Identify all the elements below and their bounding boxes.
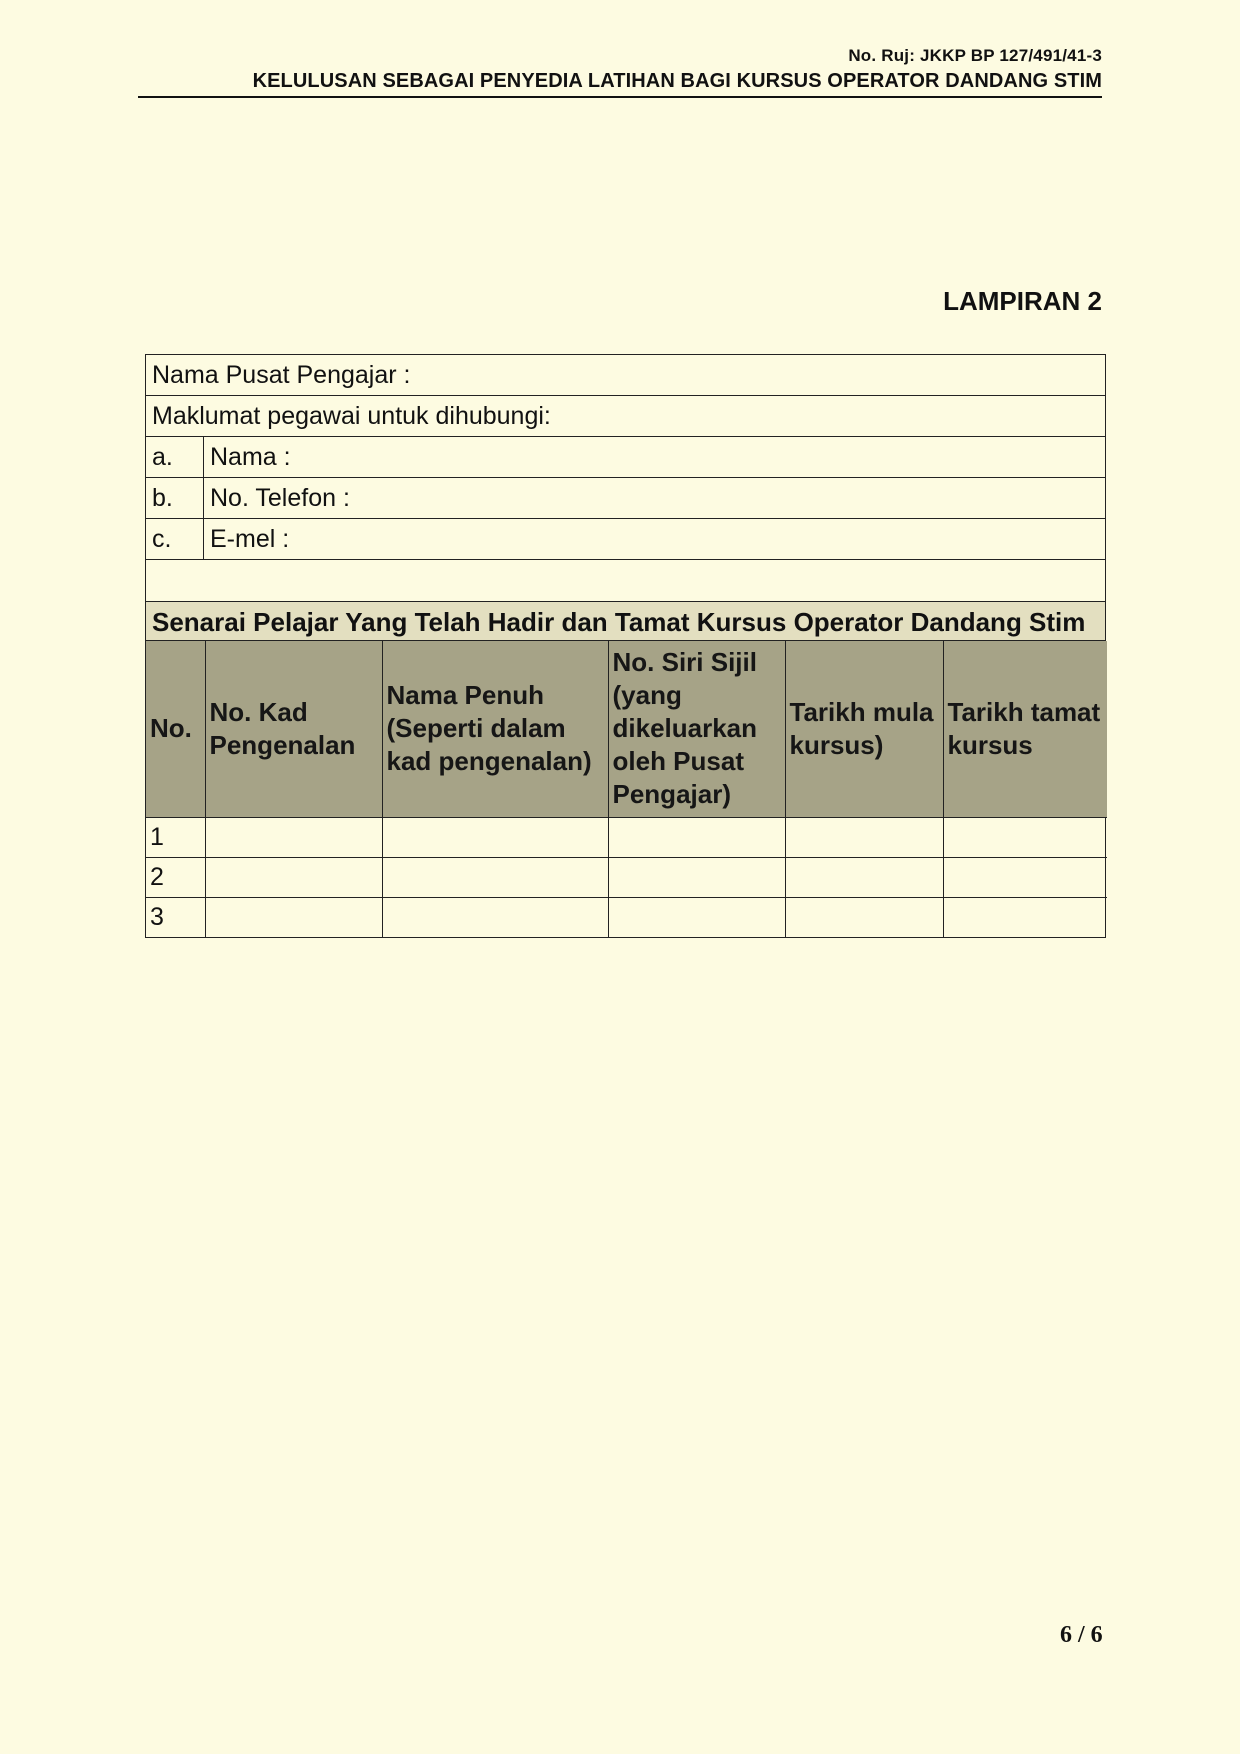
full-name-cell[interactable]	[382, 897, 608, 937]
column-header-end-date: Tarikh tamat kursus	[943, 641, 1107, 817]
officer-info-row	[146, 396, 1105, 437]
student-table	[146, 641, 1107, 937]
student-list	[145, 601, 1106, 938]
table-row	[146, 817, 1107, 857]
certificate-serial-cell[interactable]	[608, 857, 785, 897]
contact-name-row[interactable]	[146, 437, 1105, 478]
row-number: 1	[146, 817, 205, 857]
blank-row	[146, 560, 1105, 601]
table-row	[146, 897, 1107, 937]
table-header-row	[146, 641, 1107, 817]
column-header-start-date: Tarikh mula kursus)	[785, 641, 943, 817]
column-header-no: No.	[146, 641, 205, 817]
column-header-ic-number: No. Kad Pengenalan	[205, 641, 382, 817]
document-title: KELULUSAN SEBAGAI PENYEDIA LATIHAN BAGI KURSUS OPERATOR DANDANG STIM	[138, 70, 1102, 98]
field-letter: c.	[146, 519, 204, 559]
end-date-cell[interactable]	[943, 897, 1107, 937]
ic-number-cell[interactable]	[205, 817, 382, 857]
row-number: 3	[146, 897, 205, 937]
full-name-cell[interactable]	[382, 857, 608, 897]
start-date-cell[interactable]	[785, 897, 943, 937]
end-date-cell[interactable]	[943, 817, 1107, 857]
column-header-certificate-serial: No. Siri Sijil (yang dikeluarkan oleh Pusat Pengajar)	[608, 641, 785, 817]
page-number: 6 / 6	[1060, 1622, 1103, 1648]
contact-email-label: E-mel :	[210, 524, 290, 553]
contact-form	[145, 354, 1106, 602]
table-row	[146, 857, 1107, 897]
contact-phone-row[interactable]	[146, 478, 1105, 519]
row-number: 2	[146, 857, 205, 897]
field-letter: b.	[146, 478, 204, 518]
end-date-cell[interactable]	[943, 857, 1107, 897]
start-date-cell[interactable]	[785, 817, 943, 857]
field-letter: a.	[146, 437, 204, 477]
reference-number: No. Ruj: JKKP BP 127/491/41-3	[848, 46, 1102, 65]
student-list-caption: Senarai Pelajar Yang Telah Hadir dan Tamat Kursus Operator Dandang Stim	[146, 602, 1105, 641]
contact-email-row[interactable]	[146, 519, 1105, 560]
centre-name-label: Nama Pusat Pengajar :	[152, 360, 411, 389]
column-header-full-name: Nama Penuh (Seperti dalam kad pengenalan)	[382, 641, 608, 817]
officer-info-label: Maklumat pegawai untuk dihubungi:	[152, 401, 551, 430]
ic-number-cell[interactable]	[205, 897, 382, 937]
certificate-serial-cell[interactable]	[608, 817, 785, 857]
appendix-label: LAMPIRAN 2	[943, 286, 1102, 316]
ic-number-cell[interactable]	[205, 857, 382, 897]
certificate-serial-cell[interactable]	[608, 897, 785, 937]
centre-name-row[interactable]	[146, 355, 1105, 396]
contact-phone-label: No. Telefon :	[210, 483, 350, 512]
start-date-cell[interactable]	[785, 857, 943, 897]
full-name-cell[interactable]	[382, 817, 608, 857]
contact-name-label: Nama :	[210, 442, 291, 471]
